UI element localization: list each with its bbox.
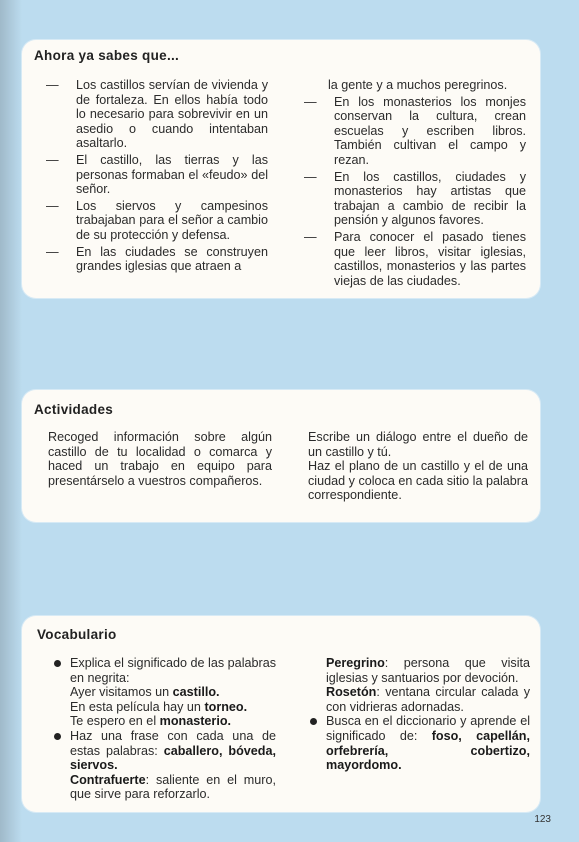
activities-title: Actividades	[34, 402, 114, 417]
example-sentence: Ayer visitamos un castillo.	[70, 685, 220, 700]
summary-title: Ahora ya sabes que...	[34, 48, 180, 63]
vocabulary-bullet: Explica el significado de las palabras en negrita:	[52, 656, 276, 685]
vocabulary-title: Vocabulario	[37, 627, 117, 642]
definition-roseton: Rosetón: ventana circular calada y con vidrieras adornadas.	[326, 685, 530, 714]
summary-continuation: la gente y a muchos peregrinos.	[328, 78, 508, 92]
vocabulary-bullet: Busca en el diccionario y aprende el significado de: foso, capellán, orfebrería, cobertizo, mayordomo.	[308, 714, 530, 772]
summary-left-column	[46, 78, 268, 274]
summary-item: — En los monasterios los monjes conservan la cultura, crean escuelas y escriben libros. También cultivan el campo y rezan.	[304, 94, 526, 167]
summary-item: — Los siervos y campesinos trabajaban para el señor a cambio de su protección y defensa.	[46, 198, 268, 242]
definition-contrafuerte: Contrafuerte: saliente en el muro, que sirve para reforzarlo.	[70, 772, 276, 802]
vocabulary-right-column	[308, 656, 530, 773]
bullet-dot-icon	[54, 733, 61, 740]
vocabulary-card	[22, 616, 540, 812]
summary-item: — En los castillos, ciudades y monasterios hay artistas que trabajan a cambio de recibir la pensión y algunos favores.	[304, 169, 526, 228]
activity-text: Recoged información sobre algún castillo de tu localidad o comarca y haced un trabajo en equipo para presentárselo a vuestros compañeros.	[48, 430, 272, 488]
page-number: 123	[534, 814, 551, 825]
summary-item: — Los castillos servían de vivienda y de fortaleza. En ellos había todo lo necesario para sobrevivir en un asedio o cuando intentaban asaltarlo.	[46, 78, 268, 151]
activities-right-column	[308, 430, 528, 503]
definition-peregrino: Peregrino: persona que visita iglesias y santuarios por devoción.	[326, 656, 530, 685]
summary-item: — Para conocer el pasado tienes que leer libros, visitar iglesias, castillos, monasterios y las partes viejas de las ciudades.	[304, 229, 526, 288]
example-sentence: En esta película hay un torneo.	[70, 699, 248, 714]
activity-text: Escribe un diálogo entre el dueño de un castillo y tú.	[308, 430, 528, 459]
vocabulary-bullet: Haz una frase con cada una de estas palabras: caballero, bóveda, siervos.	[52, 729, 276, 773]
page-spine-shadow	[0, 0, 22, 842]
activities-left-column	[48, 430, 272, 488]
bullet-dot-icon	[310, 718, 317, 725]
summary-right-column	[304, 78, 526, 288]
activities-card	[22, 390, 540, 522]
bullet-dot-icon	[54, 660, 61, 667]
example-sentence: Te espero en el monasterio.	[70, 714, 232, 729]
vocabulary-left-column	[52, 656, 276, 802]
summary-item: — En las ciudades se construyen grandes iglesias que atraen a	[46, 244, 268, 274]
summary-item: — El castillo, las tierras y las personas formaban el «feudo» del señor.	[46, 152, 268, 197]
summary-card	[22, 40, 540, 298]
activity-text: Haz el plano de un castillo y el de una ciudad y coloca en cada sitio la palabra correspondiente.	[308, 459, 528, 503]
